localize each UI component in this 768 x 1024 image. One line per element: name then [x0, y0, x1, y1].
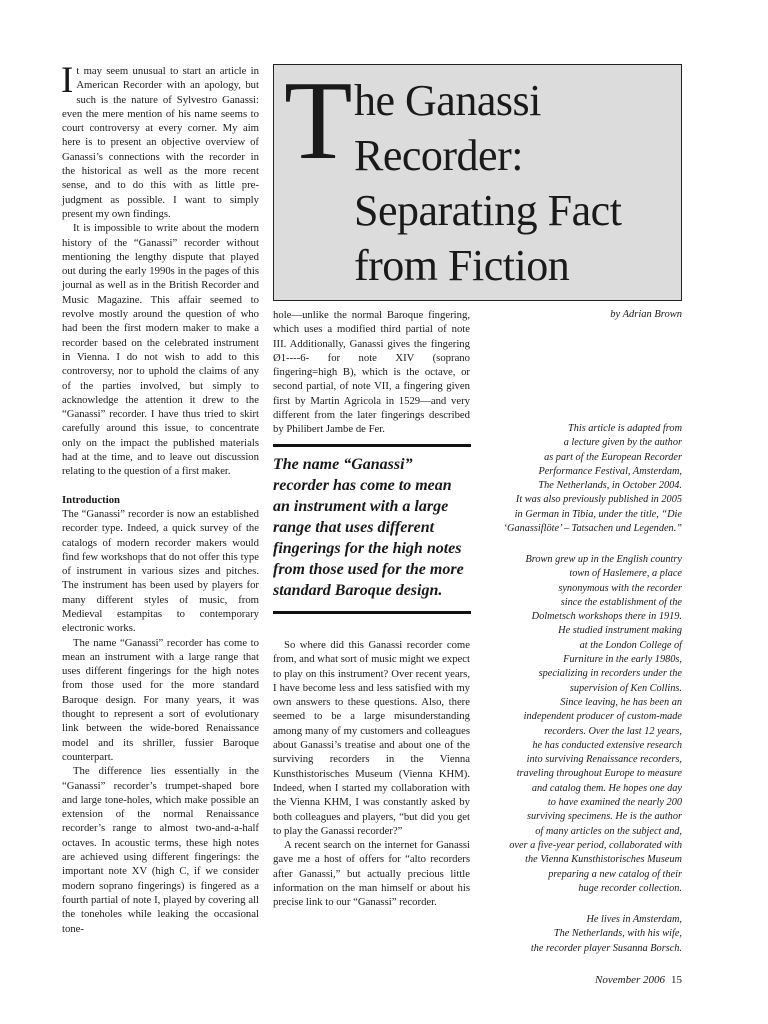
title-line: Recorder:: [354, 131, 523, 180]
sidebar-line: This article is adapted from: [567, 423, 682, 434]
bio-line: the Vienna Kunsthistorisches Museum: [525, 854, 682, 866]
bio-line: preparing a new catalog of their: [548, 868, 682, 880]
bio-line: synonymous with the recorder: [558, 582, 682, 594]
residence-line: He lives in Amsterdam,: [586, 914, 682, 925]
opening-text: t may seem unusual to start an article in American Recorder with an apology, but such is the nature of Sylvestro Ganassi: even the mere mention of his name seems to court controversy at every corner. My aim here is to present an objective overview of Ganassi’s connections with the recorder in the historical as well as the more recent sense, and to do this with as little pre-judgment as possible. I want to simply present my own findings.: [62, 65, 259, 220]
title-initial: T: [284, 59, 353, 183]
title-line: he Ganassi: [354, 76, 541, 125]
bio-line: since the establishment of the: [560, 596, 682, 608]
author-residence: [472, 913, 682, 956]
bio-line: Since leaving, he has been an: [560, 696, 682, 708]
title-box: [273, 59, 682, 301]
article-title: [354, 73, 621, 293]
bio-line: of many articles on the subject and,: [535, 825, 682, 837]
bio-line: to have examined the nearly 200: [547, 797, 682, 809]
bio-line: Furniture in the early 1980s,: [563, 654, 682, 666]
page-footer: [595, 974, 682, 986]
paragraph: A recent search on the internet for Ganassi gave me a host of offers for “alto recorders after Ganassi,” but actually precious little information on the man himself or about his precise link to our “Ganassi” recorder.: [273, 839, 470, 909]
bio-line: Brown grew up in the English country: [525, 554, 682, 565]
bio-line: into surviving Renaissance recorders,: [526, 754, 682, 766]
sidebar-line: Performance Festival, Amsterdam,: [538, 465, 682, 477]
residence-line: The Netherlands, with his wife,: [553, 928, 682, 940]
bio-line: at the London College of: [579, 639, 682, 651]
author-bio: [472, 553, 682, 896]
paragraph: It is impossible to write about the modern history of the “Ganassi” recorder without mentioning the lengthy dispute that played out during the early 1990s in the pages of this journal as well as in the British Recorder and Music Magazine. This affair seemed to revolve mostly around the question of who had been the first modern maker to make a recorder based on the celebrated instrument in Vienna. I do not wish to add to this controversy, nor to uphold the claims of any of the parties involved, but simply to acknowledge the attention it drew to the “Ganassi” recorder. I have thus tried to skirt carefully around this issue, to concentrate only on the impact the published materials had at the time, and to leave out discussion relating to the question of a first maker.: [62, 222, 259, 478]
paragraph: hole—unlike the normal Baroque fingering, which uses a modified third partial of note III. Additionally, Ganassi gives the fingering Ø1----6- for note XIV (soprano fingering=high B), which is the octave, or second partial, of note VII, a fingering given first by Martin Agricola in 1529—and very different from the later fingerings described by Philibert Jambe de Fer.: [273, 309, 470, 436]
drop-cap: I: [61, 60, 74, 101]
sidebar-line: The Netherlands, in October 2004.: [538, 480, 682, 492]
sidebar-line: It was also previously published in 2005: [515, 494, 682, 506]
title-line: Separating Fact: [354, 186, 622, 235]
paragraph: The difference lies essentially in the “Ganassi” recorder’s trumpet-shaped bore and large tone-holes, which make possible an extension of the normal Renaissance recorder’s range to almost two-and-a-half octaves. In acoustic terms, these high notes are achieved using different fingerings: the important note XV (high C, if we consider modern soprano fingerings) is fingered as a fourth partial of note I, played by covering all the toneholes while leaking the occasional tone-: [62, 765, 259, 935]
sidebar-line: a lecture given by the author: [563, 437, 682, 449]
bio-line: specializing in recorders under the: [538, 668, 682, 680]
sidebar-line: as part of the European Recorder: [544, 451, 682, 463]
bio-line: and catalog them. He hopes one day: [531, 782, 682, 794]
bio-line: He studied instrument making: [558, 625, 682, 637]
bio-line: surviving specimens. He is the author: [526, 811, 682, 823]
bio-line: huge recorder collection.: [578, 882, 682, 894]
issue-date: November 2006: [595, 974, 665, 986]
residence-line: the recorder player Susanna Borsch.: [530, 942, 682, 954]
article-column-2: [273, 308, 470, 437]
title-line: from Fiction: [354, 241, 570, 290]
article-column-1: [61, 60, 259, 936]
paragraph: So where did this Ganassi recorder come from, and what sort of music might we expect to play on this instrument? Over recent years, I have become less and less satisfied with my own answers to these questions. Also, there seemed to be a large misunderstanding among many of my customers and colleagues about Ganassi’s treatise and about one of the surviving recorders in the Vienna Kunsthistorisches Museum (Vienna KHM). Indeed, when I started my collaboration with the Vienna KHM, I was constantly asked by both colleagues and players, “but did you get to play the Ganassi recorder?”: [273, 639, 470, 837]
bio-line: Dolmetsch workshops there in 1919.: [531, 611, 682, 623]
bio-line: recorders. Over the last 12 years,: [544, 725, 682, 737]
sidebar-note: [472, 422, 682, 536]
sidebar-line: in German in Tibia, under the title, “Die: [514, 508, 682, 520]
opening-paragraph: [61, 60, 259, 221]
byline: by Adrian Brown: [610, 309, 682, 320]
paragraph: The name “Ganassi” recorder has come to mean an instrument with a large range that uses different fingerings for the high notes from those used for the more standard Baroque design. For many years, it was thought to represent a sort of evolutionary link between the wide-bored Renaissance model and its shriller, fussier Baroque counterpart.: [62, 636, 259, 763]
bio-line: he has conducted extensive research: [532, 739, 682, 751]
bio-line: traveling throughout Europe to measure: [516, 768, 682, 780]
bio-line: supervision of Ken Collins.: [569, 682, 682, 694]
paragraph: The “Ganassi” recorder is now an established recorder type. Indeed, a quick survey of the catalogs of modern recorder makers would find few workshops that do not offer this type of instrument in various sizes and pitches. The instrument has been used by players for many different styles of music, from Medieval estampitas to contemporary electronic works.: [62, 507, 259, 635]
bio-line: town of Haslemere, a place: [569, 568, 682, 580]
sidebar-line: ‘Ganassiflöte’ – Tatsachen und Legenden.”: [503, 523, 682, 535]
article-column-2-lower: [273, 638, 470, 910]
page-number: 15: [671, 974, 682, 986]
bio-line: over a five-year period, collaborated with: [509, 839, 682, 851]
section-heading: Introduction: [62, 493, 121, 506]
pull-quote: The name “Ganassi” recorder has come to mean an instrument with a large range that uses different fingerings for the high notes from those used for the more standard Baroque design.: [273, 444, 471, 614]
bio-line: independent producer of custom-made: [523, 711, 682, 723]
